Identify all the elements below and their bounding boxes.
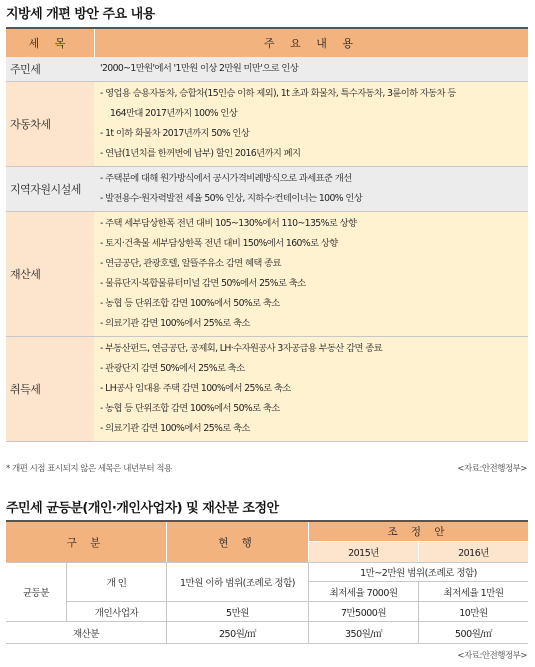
table-header: [6, 27, 528, 57]
row-line: - 물류단지·복합물류터미널 감면 50%에서 25%로 축소: [100, 278, 306, 289]
business-2015: 7만5000원: [309, 602, 418, 621]
row-line: - 연납(1년치를 한꺼번에 납부) 할인 2016년까지 폐지: [100, 148, 301, 159]
row-line: - 농협 등 단위조합 감면 100%에서 50%로 축소: [100, 403, 280, 414]
row-category: 지역자원시설세: [6, 167, 94, 211]
property-label: 재산분: [6, 622, 166, 643]
row-line: - LH공사 임대용 주택 감면 100%에서 25%로 축소: [100, 383, 291, 394]
source-credit-2: <자료:안전행정부>: [457, 651, 527, 661]
row-line: - 연금공단, 관광호텔, 알뜰주유소 감면 혜택 종료: [100, 258, 281, 269]
table-row-property-tax: [6, 212, 528, 337]
row-line: - 의료기관 감면 100%에서 25%로 축소: [100, 423, 250, 434]
row-line: - 영업용 승용자동차, 승합차(15인승 이하 제외), 1t 초과 화물차, 특수자동차, 3륜이하 자동차 등: [100, 88, 456, 99]
table-row-resident-tax: [6, 57, 528, 82]
header-year-2015: 2015년: [309, 542, 418, 562]
row-line: - 관광단지 감면 50%에서 25%로 축소: [100, 363, 245, 374]
row-line: - 1t 이하 화물차 2017년까지 50% 인상: [100, 128, 250, 139]
row-category: 자동차세: [6, 82, 94, 166]
row-category: 취득세: [6, 337, 94, 441]
row-line: - 주택분에 대해 원가방식에서 공시가격비례방식으로 과세표준 개선: [100, 173, 352, 184]
section1-title: 지방세 개편 방안 주요 내용: [6, 7, 155, 22]
section2-title: 주민세 균등분(개인·개인사업자) 및 재산분 조정안: [6, 501, 279, 516]
table-row-acquisition-tax: [6, 337, 528, 442]
table-row-vehicle-tax: [6, 82, 528, 167]
business-label: 개인사업자: [67, 602, 166, 621]
row-category: 주민세: [6, 57, 94, 81]
business-current: 5만원: [167, 602, 308, 621]
row-line: - 발전용수·원자력발전 세율 50% 인상, 지하수·컨테이너는 100% 인상: [100, 193, 363, 204]
row-category: 재산세: [6, 212, 94, 336]
row-line: - 토지·건축물 세부담상한폭 전년 대비 150%에서 160%로 상향: [100, 238, 338, 249]
property-current: 250원/㎡: [167, 622, 308, 643]
header-year-2016: 2016년: [419, 542, 528, 562]
footnote: * 개편 시점 표시되지 않은 세목은 내년부터 적용: [6, 464, 172, 474]
min-rate-2015: 최저세율 7000원: [309, 582, 418, 601]
business-2016: 10만원: [419, 602, 528, 621]
row-line: '2000~1만원'에서 '1만원 이상 2만원 미만'으로 인상: [100, 63, 299, 74]
table-row-regional-resource-tax: [6, 167, 528, 212]
row-line: 164만대 2017년까지 100% 인상: [110, 108, 238, 119]
header-gubun: 구 분: [6, 522, 166, 562]
row-line: - 농협 등 단위조합 감면 100%에서 50%로 축소: [100, 298, 280, 309]
header-content: 주 요 내 용: [264, 37, 359, 50]
property-2015: 350원/㎡: [309, 622, 418, 643]
individual-current: 1만원 이하 범위(조례로 정함): [167, 563, 308, 601]
resident-tax-adjustment-table: [6, 520, 528, 644]
source-credit: <자료:안전행정부>: [457, 464, 527, 474]
header-proposal: 조 정 안: [309, 522, 528, 541]
min-rate-2016: 최저세율 1만원: [419, 582, 528, 601]
row-line: - 주택 세부담상한폭 전년 대비 105~130%에서 110~135%로 상향: [100, 218, 357, 229]
header-item: 세 목: [6, 29, 95, 57]
row-line: - 부동산펀드, 연금공단, 공제회, LH·수자원공사 3자공급용 부동산 감면 종료: [100, 343, 382, 354]
individual-label: 개 인: [67, 563, 166, 601]
tax-reform-table: [6, 27, 528, 442]
header-current: 현 행: [167, 522, 308, 562]
row-line: - 의료기관 감면 100%에서 25%로 축소: [100, 318, 250, 329]
property-2016: 500원/㎡: [419, 622, 528, 643]
individual-proposal: 1만~2만원 범위(조례로 정함): [309, 563, 528, 581]
equal-share-label: 균등분: [6, 563, 66, 621]
